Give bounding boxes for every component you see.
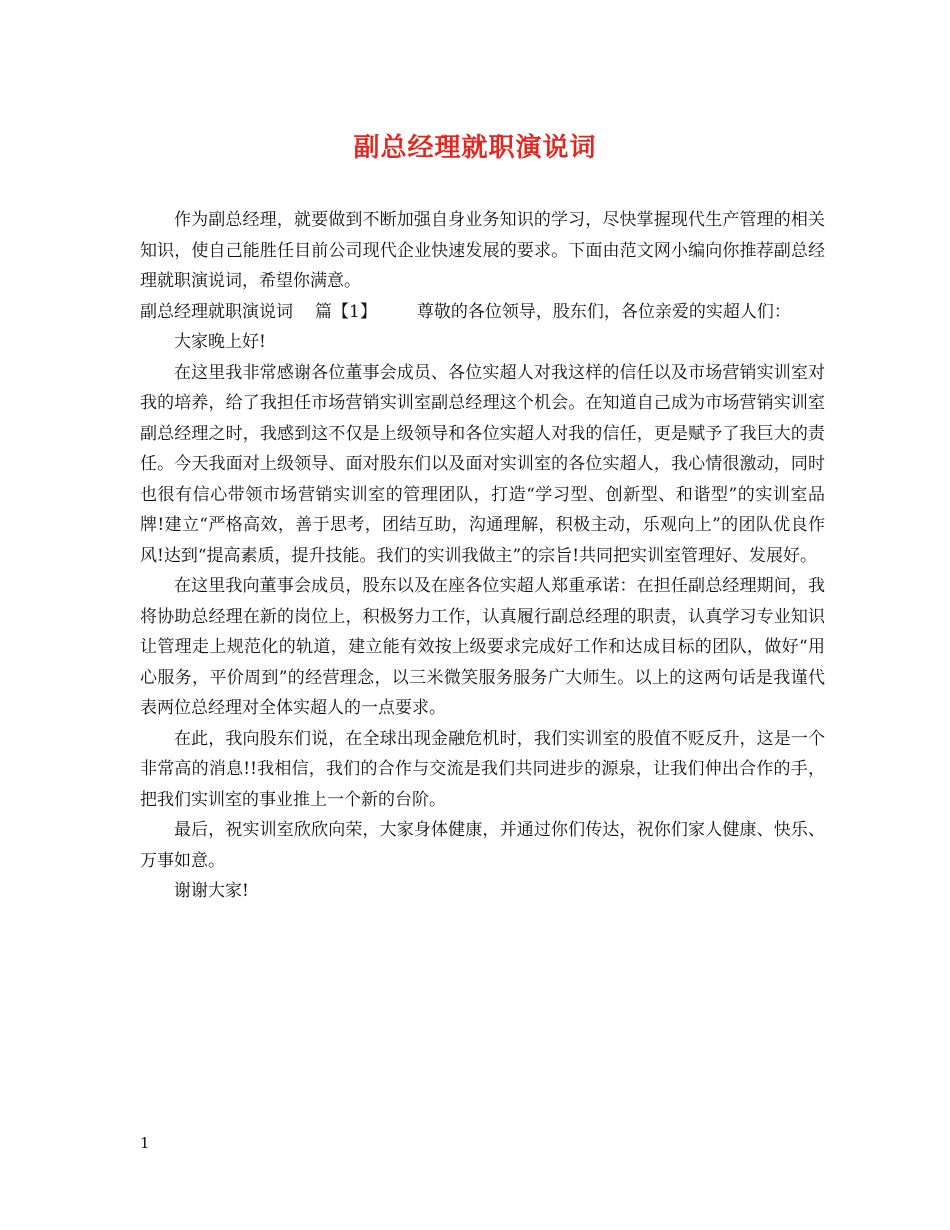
- salutation: 尊敬的各位领导，股东们，各位亲爱的实超人们：: [416, 301, 791, 322]
- document-title: 副总经理就职演说词: [353, 133, 597, 163]
- greeting: 大家晚上好!: [174, 332, 266, 352]
- section-label: 篇【1】: [315, 301, 377, 322]
- closing: 谢谢大家!: [174, 881, 249, 901]
- body-paragraph-2: 在这里我向董事会成员，股东以及在座各位实超人郑重承诺：在担任副总经理期间，我将协助总经理在新的岗位上，积极努力工作，认真履行副总经理的职责，认真学习专业知识让管理走上规范化的轨道，建立能有效按上级要求完成好工作和达成目标的团队，做好“用心服务，平价周到”的经营理念，以三米微笑服务服务广大师生。以上的这两句话是我谨代表两位总经理对全体实超人的一点要求。: [140, 576, 825, 718]
- page-number: 1: [140, 1134, 150, 1152]
- document-body: [140, 205, 825, 907]
- body-paragraph-4: 最后，祝实训室欣欣向荣，大家身体健康，并通过你们传达，祝你们家人健康、快乐、万事如意。: [140, 820, 825, 871]
- body-paragraph-1: 在这里我非常感谢各位董事会成员、各位实超人对我这样的信任以及市场营销实训室对我的培养，给了我担任市场营销实训室副总经理这个机会。在知道自己成为市场营销实训室副总经理之时，我感到这不仅是上级领导和各位实超人对我的信任，更是赋予了我巨大的责任。今天我面对上级领导、面对股东们以及面对实训室的各位实超人，我心情很激动，同时也很有信心带领市场营销实训室的管理团队，打造“学习型、创新型、和谐型”的实训室品牌!建立“严格高效，善于思考，团结互助，沟通理解，积极主动，乐观向上”的团队优良作风!达到“提高素质，提升技能。我们的实训我做主”的宗旨!共同把实训室管理好、发展好。: [140, 362, 825, 566]
- section-heading-line: [140, 297, 825, 328]
- body-paragraph-3: 在此，我向股东们说，在全球出现金融危机时，我们实训室的股值不贬反升，这是一个非常高的消息!!我相信，我们的合作与交流是我们共同进步的源泉，让我们伸出合作的手，把我们实训室的事业推上一个新的台阶。: [140, 728, 825, 810]
- intro-paragraph: 作为副总经理，就要做到不断加强自身业务知识的学习，尽快掌握现代生产管理的相关知识，使自己能胜任目前公司现代企业快速发展的要求。下面由范文网小编向你推荐副总经理就职演说词，希望你满意。: [140, 210, 825, 291]
- section-heading: 副总经理就职演说词: [140, 301, 293, 322]
